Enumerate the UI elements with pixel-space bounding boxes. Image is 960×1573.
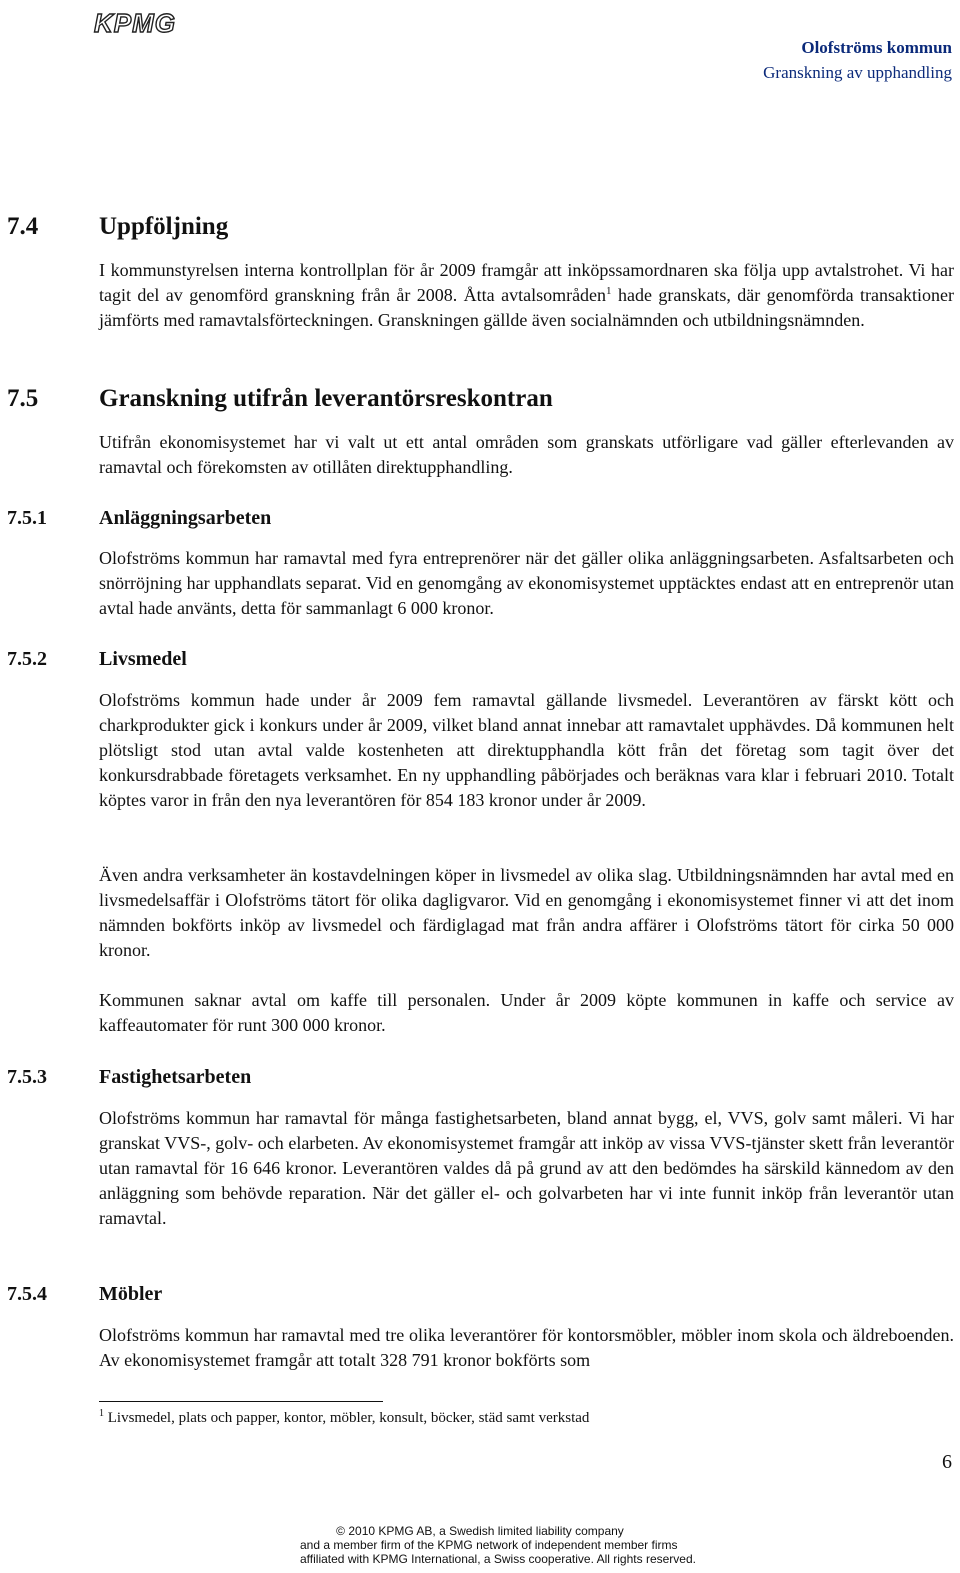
footer-copyright: © 2010 KPMG AB, a Swedish limited liability company [336, 1524, 624, 1538]
subsection-number: 7.5.2 [7, 648, 47, 670]
subsection-heading: Livsmedel [99, 648, 187, 670]
subsection-number: 7.5.4 [7, 1283, 47, 1305]
paragraph: Olofströms kommun hade under år 2009 fem ramavtal gällande livsmedel. Leverantören av färskt kött och charkprodukter gick i konkurs under år 2009, vilket bland annat innebar att ramavtalet upphävdes. Då kommunen helt plötsligt stod utan avtal valde kostenheten att direktupphandla kött från det företag som tagit över det konkursdrabbade företagets verksamhet. En ny upphandling påbörjades och beräknas vara klar i februari 2010. Totalt köptes varor in från den nya leverantören för 854 183 kronor under år 2009. [99, 690, 954, 810]
footnote: $^1$ Livsmedel, plats och papper, kontor, möbler, konsult, böcker, städ samt verkstad [99, 1408, 590, 1426]
subsection-heading: Fastighetsarbeten [99, 1066, 252, 1088]
section-number: 7.4 [7, 213, 39, 240]
footer-membership: and a member firm of the KPMG network of independent member firms [300, 1538, 678, 1552]
section-heading: Uppföljning [99, 213, 229, 240]
paragraph: Olofströms kommun har ramavtal med tre olika leverantörer för kontorsmöbler, möbler inom skola och äldreboenden. Av ekonomisystemet framgår att totalt 328 791 kronor bokförts som [99, 1325, 954, 1370]
document-title: Olofströms kommun [801, 38, 952, 57]
paragraph: Utifrån ekonomisystemet har vi valt ut ett antal områden som granskats utförligare vad gäller efterlevanden av ramavtal och förekomsten av otillåten direktupphandling. [99, 432, 954, 477]
page-number: 6 [942, 1451, 952, 1473]
section-number: 7.5 [7, 385, 39, 412]
kpmg-logo [92, 6, 184, 38]
footnote-divider [99, 1401, 383, 1402]
footnote-marker: 1 [99, 1408, 104, 1419]
document-subtitle: Granskning av upphandling [763, 63, 952, 82]
subsection-heading: Möbler [99, 1283, 163, 1305]
subsection-heading: Anläggningsarbeten [99, 507, 272, 529]
logo-text: KPMG [94, 8, 176, 38]
paragraph: Kommunen saknar avtal om kaffe till personalen. Under år 2009 köpte kommunen in kaffe och service av kaffeautomater för runt 300 000 kronor. [99, 990, 954, 1035]
paragraph: Olofströms kommun har ramavtal med fyra entreprenörer när det gäller olika anläggningsarbeten. Asfaltsarbeten och snörröjning har upphandlats separat. Vid en genomgång av ekonomisystemet upptäcktes endast att en entreprenör utan avtal hade använts, detta för sammanlagt 6 000 kronor. [99, 548, 954, 618]
subsection-number: 7.5.3 [7, 1066, 47, 1088]
paragraph: Olofströms kommun har ramavtal för många fastighetsarbeten, bland annat bygg, el, VVS, golv samt måleri. Vi har granskat VVS-, golv- och elarbeten. Av ekonomisystemet framgår att inköp av vissa VVS-tjänster skett från leverantör utan ramavtal för 16 646 kronor. Leverantören valdes då på grund av att den bedömdes ha särskild kännedom av den anläggning som behövde reparation. När det gäller el- och golvarbeten har vi inte funnit inköp från leverantör utan ramavtal. [99, 1108, 954, 1228]
footer-rights: affiliated with KPMG International, a Swiss cooperative. All rights reserved. [300, 1552, 696, 1566]
paragraph: I kommunstyrelsen interna kontrollplan för år 2009 framgår att inköpssamordnaren ska följa upp avtalstrohet. Vi har tagit del av genomförd granskning från år 2008. Åtta avtalsområden$^1$ hade granskats, där genomförda transaktioner jämförts med ramavtalsförteckningen. Granskningen gällde även socialnämnden och utbildningsnämnden. [99, 260, 954, 330]
footnote-reference: 1 [606, 284, 612, 297]
subsection-number: 7.5.1 [7, 507, 47, 529]
section-heading: Granskning utifrån leverantörsreskontran [99, 385, 553, 412]
paragraph: Även andra verksamheter än kostavdelningen köper in livsmedel av olika slag. Utbildningsnämnden har avtal med en livsmedelsaffär i Olofströms tätort för olika dagligvaror. Vid en genomgång i ekonomisystemet finner vi att det inom nämnden bokförts inköp av livsmedel och färdiglagad mat från andra affärer i Olofströms tätort för cirka 50 000 kronor. [99, 865, 954, 960]
